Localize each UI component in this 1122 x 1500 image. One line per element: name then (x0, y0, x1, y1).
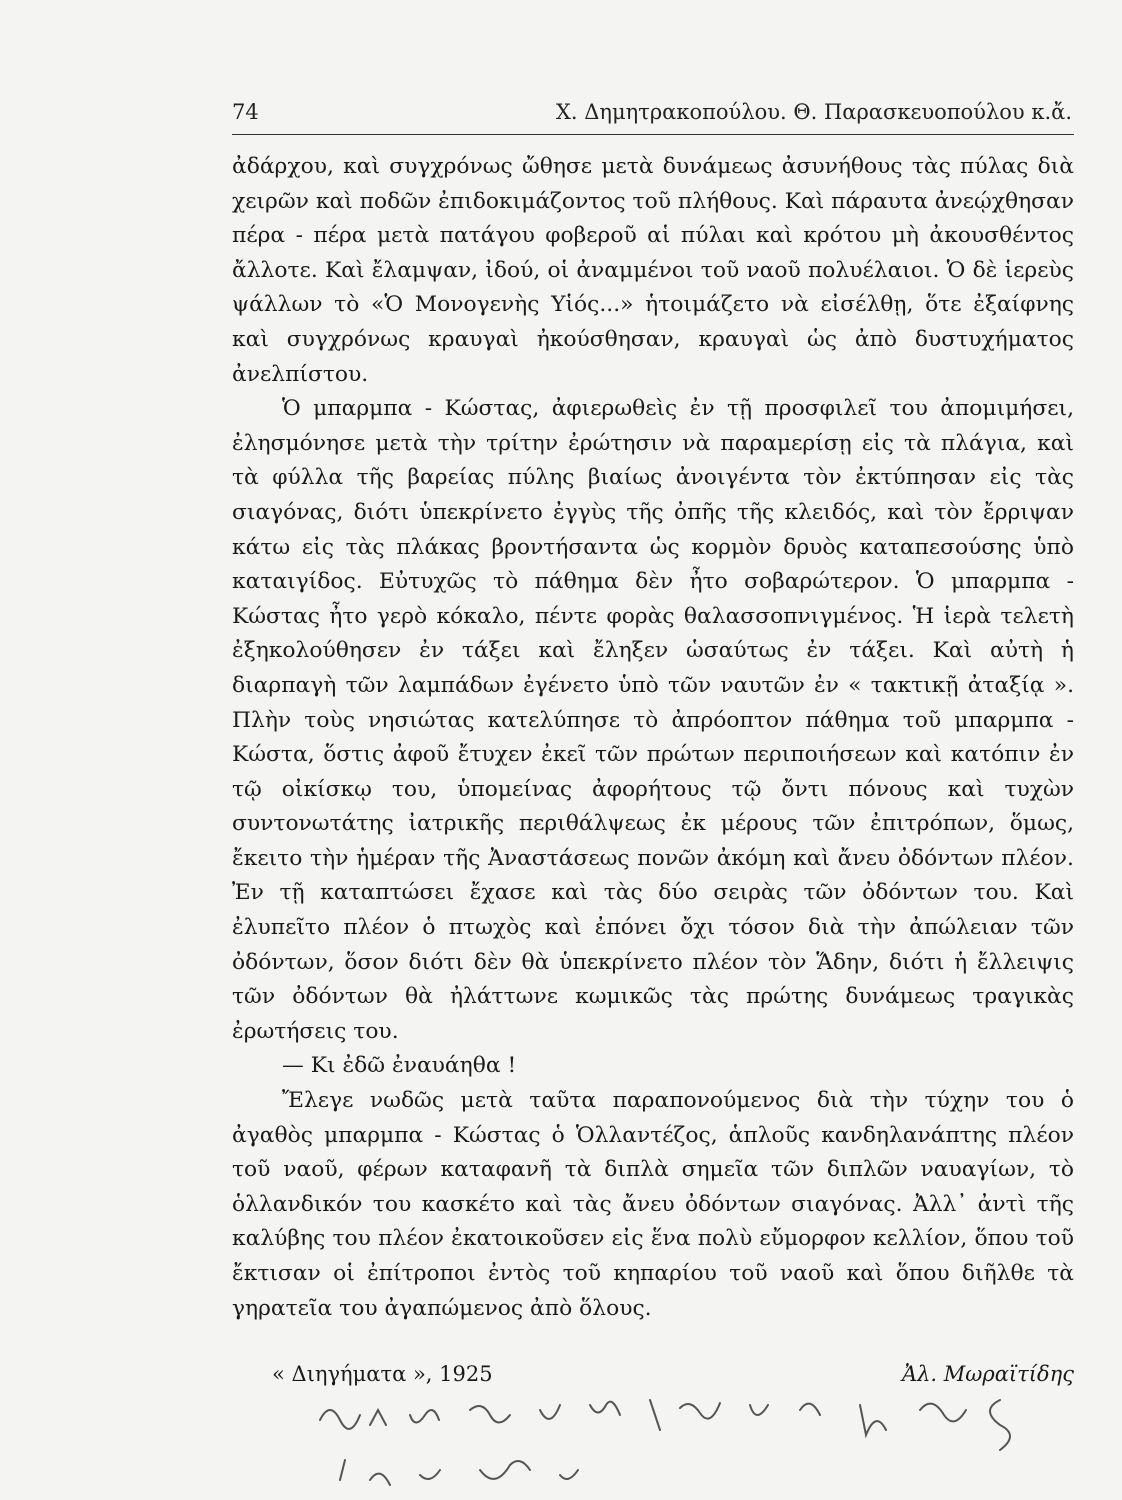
paragraph-1: ἀδάρχου, καὶ συγχρόνως ὤθησε μετὰ δυνάμεως ἀσυνήθους τὰς πύλας διὰ χειρῶν καὶ ποδῶν ἐπιδοκιμάζοντος τοῦ πλήθους. Καὶ πάραυτα ἀνεῴχθησαν πέρα - πέρα μετὰ πατάγου φοβεροῦ αἱ πύλαι καὶ κρότου μὴ ἀκουσθέντος ἄλλοτε. Καὶ ἔλαμψαν, ἰδού, οἱ ἀναμμένοι τοῦ ναοῦ πολυέλαιοι. Ὁ δὲ ἱερεὺς ψάλλων τὸ «Ὁ Μονογενὴς Υἱός...» ἡτοιμάζετο νὰ εἰσέλθῃ, ὅτε ἐξαίφνης καὶ συγχρόνως κραυγαὶ ἠκούσθησαν, κραυγαὶ ὡς ἀπὸ δυστυχήματος ἀνελπίστου. (232, 154, 1074, 387)
running-title: Χ. Δημητρακοπούλου. Θ. Παρασκευοπούλου κ.ἄ. (555, 100, 1072, 124)
handwritten-annotation (300, 1380, 1100, 1500)
body-text (232, 150, 1074, 1326)
page-number: 74 (232, 100, 259, 124)
author-signature: Ἀλ. Μωραϊτίδης (901, 1362, 1074, 1386)
header-rule (232, 134, 1074, 135)
source-citation: « Διηγήματα », 1925 (272, 1362, 493, 1386)
paragraph-3: Ἔλεγε νωδῶς μετὰ ταῦτα παραπονούμενος διὰ τὴν τύχην του ὁ ἀγαθὸς μπαρμπα - Κώστας ὁ Ὁλλαντέζος, ἁπλοῦς κανδηλανάπτης πλέον τοῦ ναοῦ, φέρων καταφανῆ τὰ διπλὰ σημεῖα τῶν διπλῶν ναυαγίων, τὸ ὁλλανδικόν του κασκέτο καὶ τὰς ἄνευ ὀδόντων σιαγόνας. Ἀλλ᾽ ἀντὶ τῆς καλύβης του πλέον ἐκατοικοῦσεν εἰς ἕνα πολὺ εὔμορφον κελλίον, ὅπου τοῦ ἔκτισαν οἱ ἐπίτροποι ἐντὸς τοῦ κηπαρίου τοῦ ναοῦ καὶ ὅπου διῆλθε τὰ γηρατεῖα του ἀγαπώμενος ἀπὸ ὅλους. (232, 1088, 1074, 1321)
dialogue-line: — Κι ἐδῶ ἐναυάηθα ! (282, 1053, 517, 1079)
page-header (232, 100, 1072, 124)
paragraph-2: Ὁ μπαρμπα - Κώστας, ἀφιερωθεὶς ἐν τῇ προσφιλεῖ του ἀπομιμήσει, ἐλησμόνησε μετὰ τὴν τρίτην ἐρώτησιν νὰ παραμερίσῃ εἰς τὰ πλάγια, καὶ τὰ φύλλα τῆς βαρείας πύλης βιαίως ἀνοιγέντα τὸν ἐκτύπησαν εἰς τὰς σιαγόνας, διότι ὑπεκρίνετο ἐγγὺς τῆς ὀπῆς τῆς κλειδός, καὶ τὸν ἔρριψαν κάτω εἰς τὰς πλάκας βροντήσαντα ὡς κορμὸν δρυὸς καταπεσούσης ὑπὸ καταιγίδος. Εὐτυχῶς τὸ πάθημα δὲν ἦτο σοβαρώτερον. Ὁ μπαρμπα - Κώστας ἦτο γερὸ κόκαλο, πέντε φορὰς θαλασσοπνιγμένος. Ἡ ἱερὰ τελετὴ ἐξηκολούθησεν ἐν τάξει καὶ ἔληξεν ὡσαύτως ἐν τάξει. Καὶ αὐτὴ ἡ διαρπαγὴ τῶν λαμπάδων ἐγένετο ὑπὸ τῶν ναυτῶν ἐν « τακτικῇ ἀταξίᾳ ». Πλὴν τοὺς νησιώτας κατελύπησε τὸ ἀπρόοπτον πάθημα τοῦ μπαρμπα - Κώστα, ὅστις ἀφοῦ ἔτυχεν ἐκεῖ τῶν πρώτων περιποιήσεων καὶ κατόπιν ἐν τῷ οἰκίσκῳ του, ὑπομείνας ἀφορήτους τῷ ὄντι πόνους καὶ τυχὼν συντονωτάτης ἰατρικῆς περιθάλψεως ἐκ μέρους τῶν ἐπιτρόπων, ὅμως, ἔκειτο τὴν ἡμέραν τῆς Ἀναστάσεως πονῶν ἀκόμη καὶ ἄνευ ὀδόντων πλέον. Ἐν τῇ καταπτώσει ἔχασε καὶ τὰς δύο σειρὰς τῶν ὀδόντων του. Καὶ ἐλυπεῖτο πλέον ὁ πτωχὸς καὶ ἐπόνει ὄχι τόσον διὰ τὴν ἀπώλειαν τῶν ὀδόντων, ὅσον διότι δὲν θὰ ὑπεκρίνετο πλέον τὸν Ἅδην, διότι ἡ ἔλλειψις τῶν ὀδόντων θὰ ἠλάττωνε κωμικῶς τὰς πρώτης δυνάμεως τραγικὰς ἐρωτήσεις του. (232, 396, 1074, 1044)
